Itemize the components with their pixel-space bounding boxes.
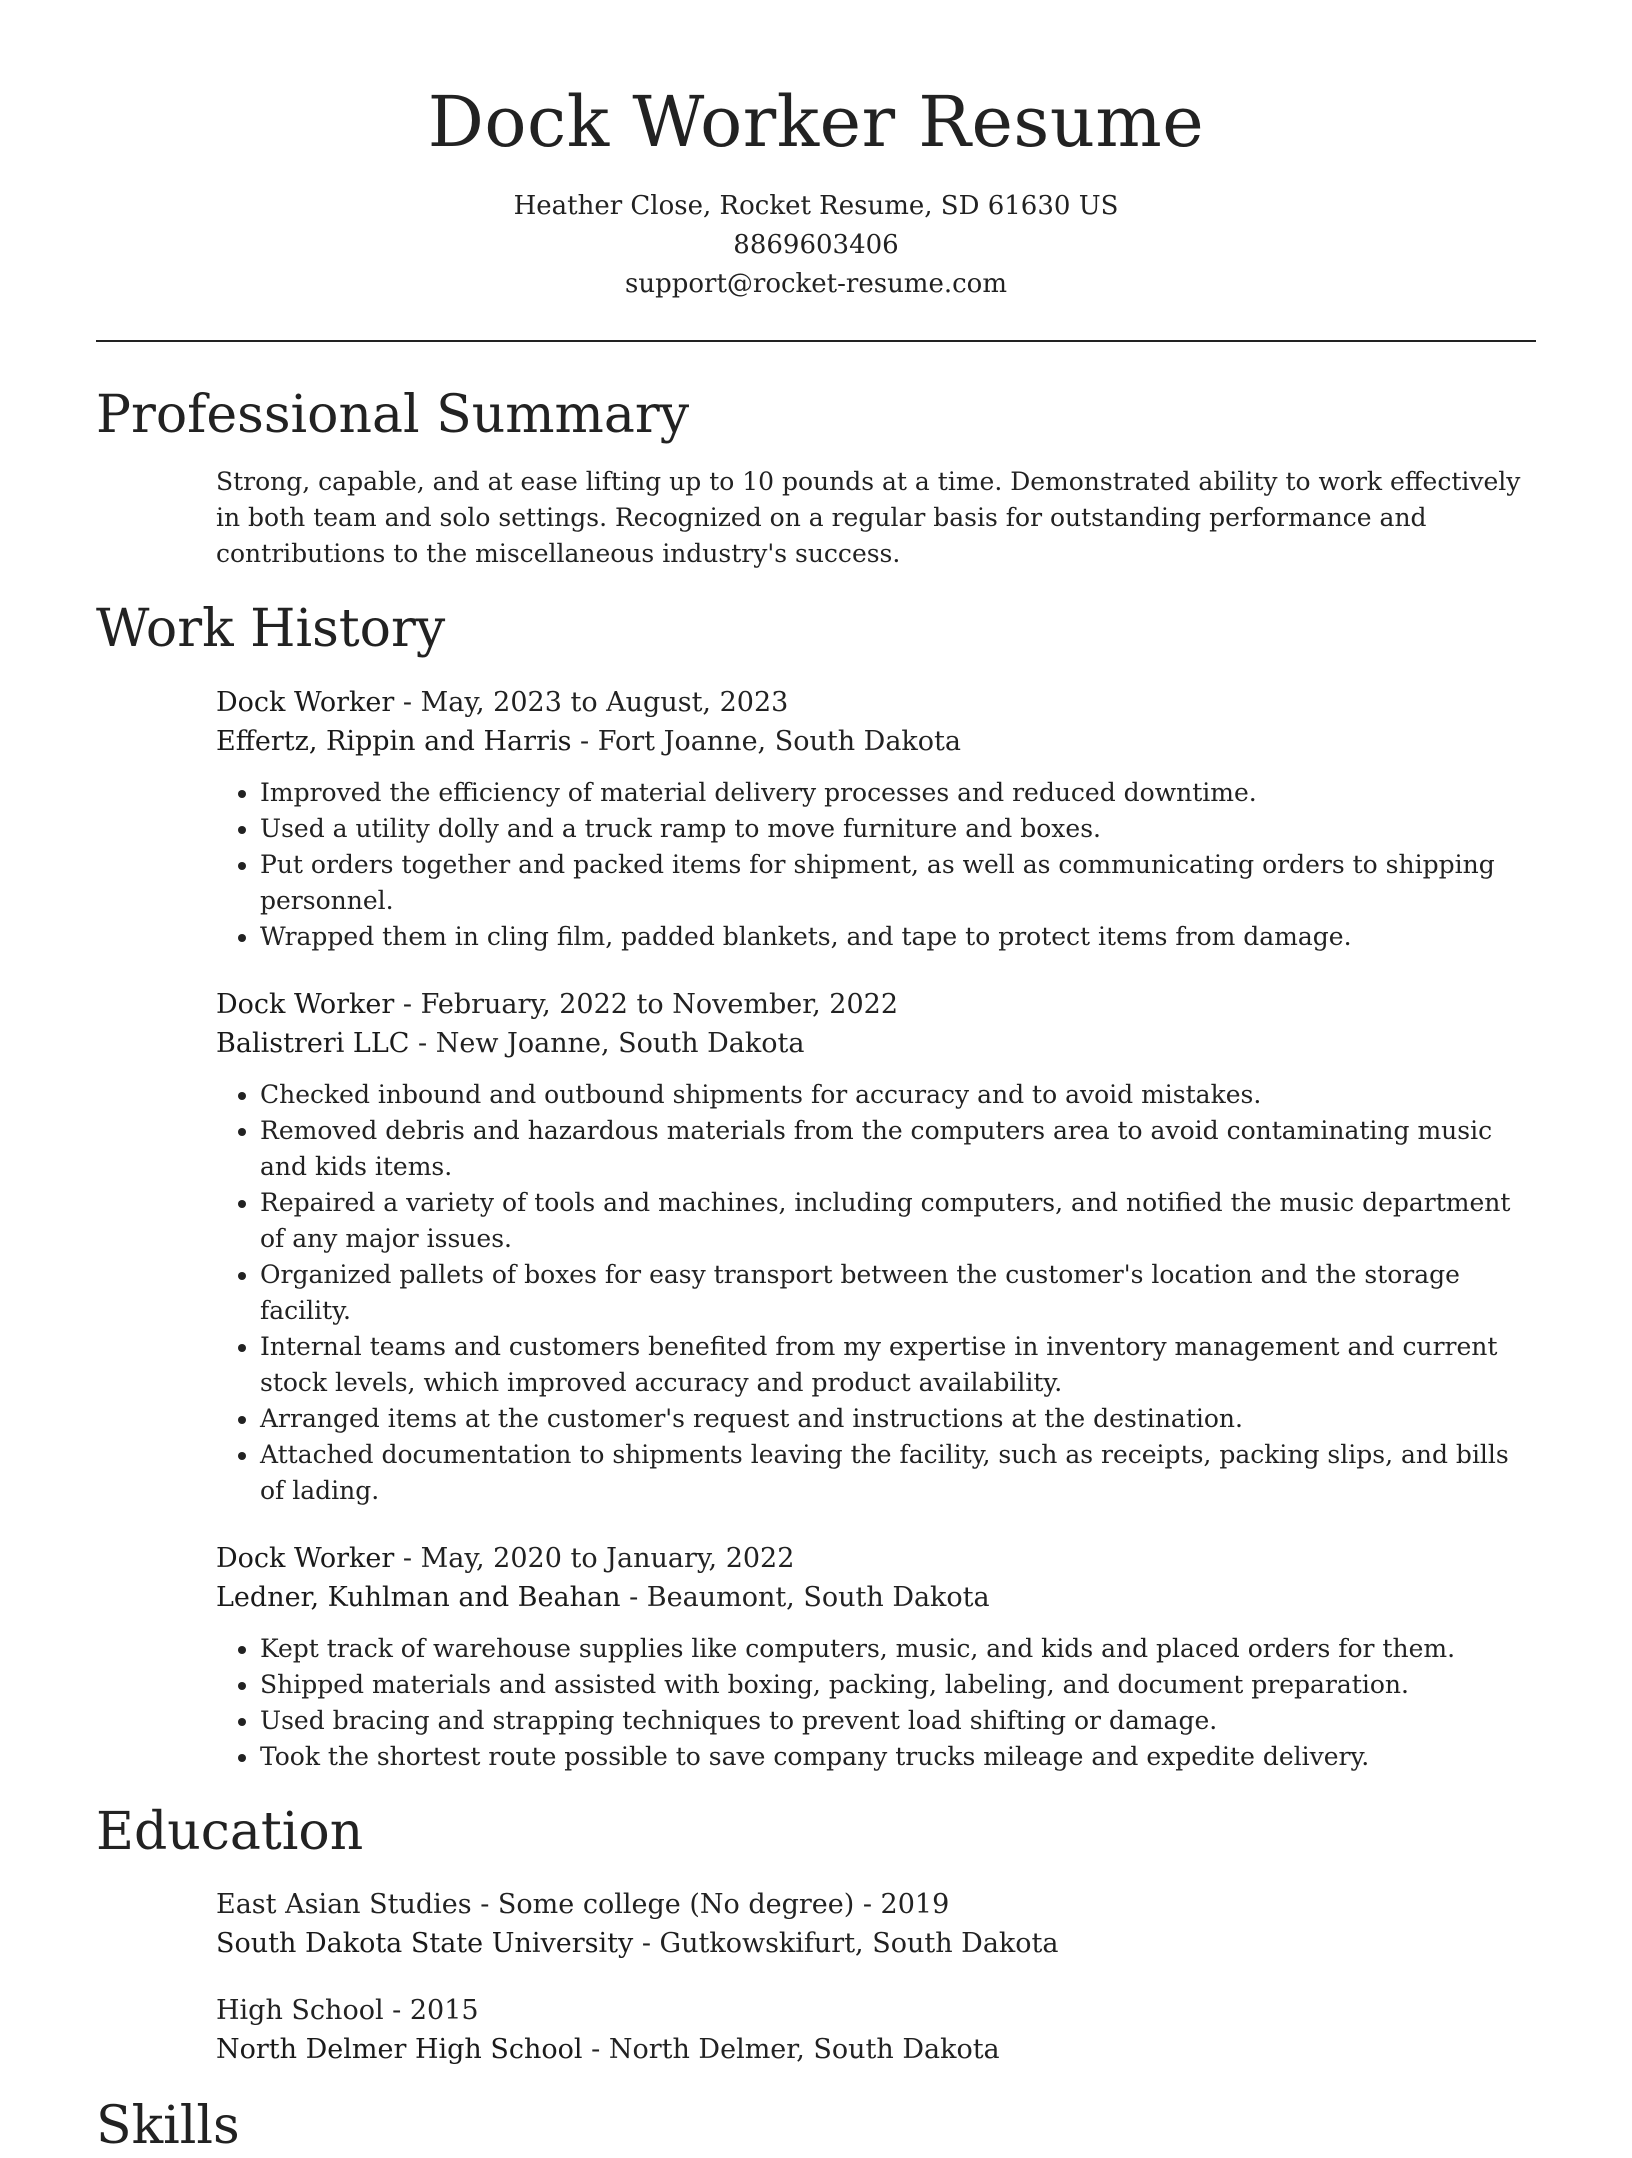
job-bullet: • Attached documentation to shipments leaving the facility, such as receipts, packing slips, and bills of lading.: [260, 1437, 1536, 1509]
separator: -: [582, 2034, 609, 2066]
job-title: Dock Worker: [216, 1542, 395, 1574]
job-title: Dock Worker: [216, 988, 395, 1020]
work-history-list: [216, 683, 1536, 1775]
separator: -: [633, 1928, 660, 1960]
company-name: Balistreri LLC: [216, 1027, 410, 1059]
separator: -: [409, 1027, 436, 1059]
education-school-line: [216, 2030, 1536, 2069]
school-location: Gutkowskifurt, South Dakota: [659, 1928, 1059, 1960]
job-bullet: • Shipped materials and assisted with boxing, packing, labeling, and document preparation.: [260, 1667, 1536, 1703]
school-name: North Delmer High School: [216, 2034, 583, 2066]
job-dates: May, 2023 to August, 2023: [420, 686, 789, 718]
job-bullet: • Arranged items at the customer's request and instructions at the destination.: [260, 1401, 1536, 1437]
job-company-line: [216, 1024, 1536, 1063]
job-bullet: • Internal teams and customers benefited from my expertise in inventory management and current stock levels, which improved accuracy and product availability.: [260, 1329, 1536, 1401]
company-location: Beaumont, South Dakota: [646, 1581, 990, 1613]
job-bullet: • Kept track of warehouse supplies like computers, music, and kids and placed orders for them.: [260, 1631, 1536, 1667]
job-bullet: • Checked inbound and outbound shipments for accuracy and to avoid mistakes.: [260, 1077, 1536, 1113]
education-degree: High School - 2015: [216, 1995, 479, 2027]
address: Heather Close, Rocket Resume, SD 61630 US: [513, 191, 1119, 221]
separator: -: [571, 725, 598, 757]
job-entry: [216, 1539, 1536, 1775]
job-bullet: • Improved the efficiency of material delivery processes and reduced downtime.: [260, 775, 1536, 811]
school-location: North Delmer, South Dakota: [608, 2034, 1000, 2066]
skills-heading: Skills: [96, 2096, 240, 2157]
education-entry: [216, 1991, 1536, 2069]
education-entry: [216, 1885, 1536, 1963]
work-history-heading: Work History: [96, 599, 446, 660]
summary-heading: Professional Summary: [96, 385, 690, 445]
separator: -: [620, 1581, 647, 1613]
job-entry: [216, 683, 1536, 955]
job-title-line: [216, 683, 1536, 722]
company-name: Effertz, Rippin and Harris: [216, 725, 572, 757]
resume-header: [96, 0, 1536, 304]
phone: 8869603406: [733, 230, 899, 260]
education-school-line: [216, 1924, 1536, 1963]
job-bullet: • Removed debris and hazardous materials from the computers area to avoid contaminating music and kids items.: [260, 1113, 1536, 1185]
job-dates: May, 2020 to January, 2022: [420, 1542, 795, 1574]
resume-page: [96, 0, 1536, 2158]
separator: -: [394, 988, 421, 1020]
email: support@rocket-resume.com: [624, 269, 1007, 299]
education-list: [216, 1885, 1536, 2069]
header-divider: [96, 340, 1536, 342]
separator: -: [394, 686, 421, 718]
separator: -: [394, 1542, 421, 1574]
job-bullet-list: [216, 1631, 1536, 1775]
job-bullet-list: [216, 1077, 1536, 1509]
company-location: New Joanne, South Dakota: [435, 1027, 805, 1059]
job-bullet: • Put orders together and packed items for shipment, as well as communicating orders to shipping personnel.: [260, 847, 1536, 919]
job-title-line: [216, 1539, 1536, 1578]
job-bullet: • Repaired a variety of tools and machines, including computers, and notified the music department of any major issues.: [260, 1185, 1536, 1257]
summary-text: Strong, capable, and at ease lifting up to 10 pounds at a time. Demonstrated ability to work effectively in both team and solo settings. Recognized on a regular basis for outstanding performance and contributions to the miscellaneous industry's success.: [216, 467, 1521, 569]
contact-block: [96, 187, 1536, 304]
job-bullet: • Organized pallets of boxes for easy transport between the customer's location and the storage facility.: [260, 1257, 1536, 1329]
company-location: Fort Joanne, South Dakota: [597, 725, 961, 757]
job-title-line: [216, 985, 1536, 1024]
job-bullet: • Used bracing and strapping techniques to prevent load shifting or damage.: [260, 1703, 1536, 1739]
job-dates: February, 2022 to November, 2022: [420, 988, 899, 1020]
job-company-line: [216, 1578, 1536, 1617]
school-name: South Dakota State University: [216, 1928, 634, 1960]
education-heading: Education: [96, 1801, 364, 1862]
job-bullet: • Used a utility dolly and a truck ramp to move furniture and boxes.: [260, 811, 1536, 847]
resume-title: Dock Worker Resume: [427, 81, 1205, 163]
job-bullet-list: [216, 775, 1536, 955]
job-title: Dock Worker: [216, 686, 395, 718]
job-bullet: • Took the shortest route possible to save company trucks mileage and expedite delivery.: [260, 1739, 1536, 1775]
company-name: Ledner, Kuhlman and Beahan: [216, 1581, 621, 1613]
job-entry: [216, 985, 1536, 1509]
job-bullet: • Wrapped them in cling film, padded blankets, and tape to protect items from damage.: [260, 919, 1536, 955]
job-company-line: [216, 722, 1536, 761]
education-degree: East Asian Studies - Some college (No degree) - 2019: [216, 1889, 950, 1921]
